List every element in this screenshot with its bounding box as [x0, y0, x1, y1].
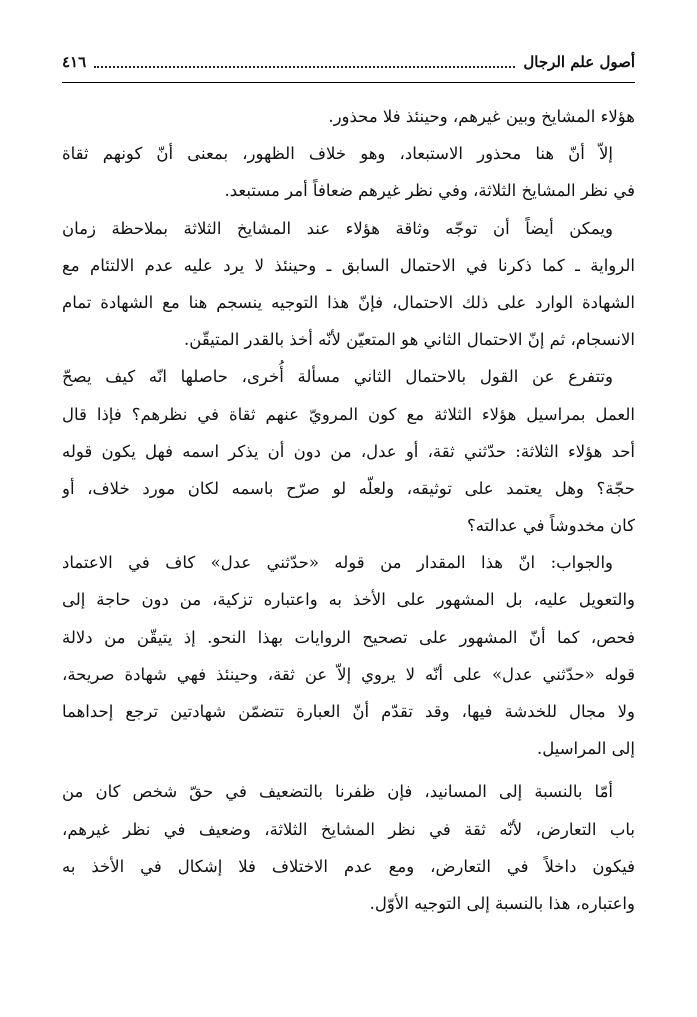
- text-line: فحص، كما أنّ المشهور على تصحيح الروايات بهذا النحو. إذ يتيقّن من دلالة: [62, 627, 635, 647]
- header-rule: [62, 82, 635, 83]
- text-line: والتعويل عليه، بل المشهور على الأخذ به واعتباره تزكية، من دون حاجة إلى: [62, 590, 635, 610]
- text-line: ولا مجال للخدشة فيها، وقد تقدّم أنّ العبارة تتضمّن شهادتين ترجع إحداهما: [62, 702, 635, 721]
- text-line: باب التعارض، لأنّه ثقة في نظر المشايخ الثلاثة، وضعيف في نظر غيرهم،: [62, 819, 635, 839]
- text-line: كان مخدوشاً في عدالته؟: [466, 516, 635, 536]
- text-line: هؤلاء المشايخ وبين غيرهم، وحينئذ فلا محذور.: [328, 107, 635, 126]
- dotted-leader: [94, 56, 515, 68]
- running-header: [62, 48, 635, 76]
- text-line: أحد هؤلاء الثلاثة: حدّثني ثقة، أو عدل، من دون أن يذكر اسمه فهل يكون قوله: [62, 441, 635, 461]
- text-line: واعتباره، هذا بالنسبة إلى التوجيه الأوّل.: [369, 893, 635, 913]
- text-line: والجواب: انّ هذا المقدار من قوله «حدّثني عدل» كاف في الاعتماد: [62, 553, 613, 573]
- text-line: الشهادة الوارد على ذلك الاحتمال، فإنّ هذا التوجيه ينسجم هنا مع الشهادة تمام: [62, 292, 635, 312]
- text-line: الانسجام، ثم إنّ الاحتمال الثاني هو المتعيّن لأنّه أخذ بالقدر المتيقّن.: [184, 330, 635, 350]
- text-line: فيكون داخلاً في التعارض، ومع عدم الاختلاف فلا إشكال في الأخذ به: [62, 856, 635, 876]
- body-text: [62, 98, 635, 922]
- text-line: الرواية ـ كما ذكرنا في الاحتمال السابق ـ وحينئذ لا يرد عليه عدم الالتئام مع: [62, 255, 635, 275]
- text-line: حجّة؟ وهل يعتمد على توثيقه، ولعلّه لو صرّح باسمه لكان مورد خلاف، أو: [62, 478, 635, 498]
- page-number: ٤١٦: [62, 53, 87, 71]
- text-line: أمّا بالنسبة إلى المسانيد، فإن ظفرنا بالتضعيف في حقّ شخص كان من: [62, 782, 613, 802]
- text-line: قوله «حدّثني عدل» على أنّه لا يروي إلاّ عن ثقة، وحينئذ فهي شهادة صريحة،: [62, 664, 635, 684]
- text-line: وتتفرع عن القول بالاحتمال الثاني مسألة أُخرى، حاصلها انّه كيف يصحّ: [62, 367, 613, 387]
- book-title: أصول علم الرجال: [523, 53, 635, 71]
- book-page: [62, 48, 635, 988]
- text-line: إلاّ أنّ هنا محذور الاستبعاد، وهو خلاف الظهور، بمعنى أنّ كونهم ثقاة: [62, 144, 613, 164]
- text-line: إلى المراسيل.: [537, 739, 635, 759]
- text-line: العمل بمراسيل هؤلاء الثلاثة مع كون المرويّ عنهم ثقاة في نظرهم؟ فإذا قال: [62, 404, 635, 424]
- text-line: في نظر المشايخ الثلاثة، وفي نظر غيرهم ضعافاً أمر مستبعد.: [224, 181, 635, 201]
- text-line: ويمكن أيضاً أن توجّه وثاقة هؤلاء عند المشايخ الثلاثة بملاحظة زمان: [62, 218, 613, 238]
